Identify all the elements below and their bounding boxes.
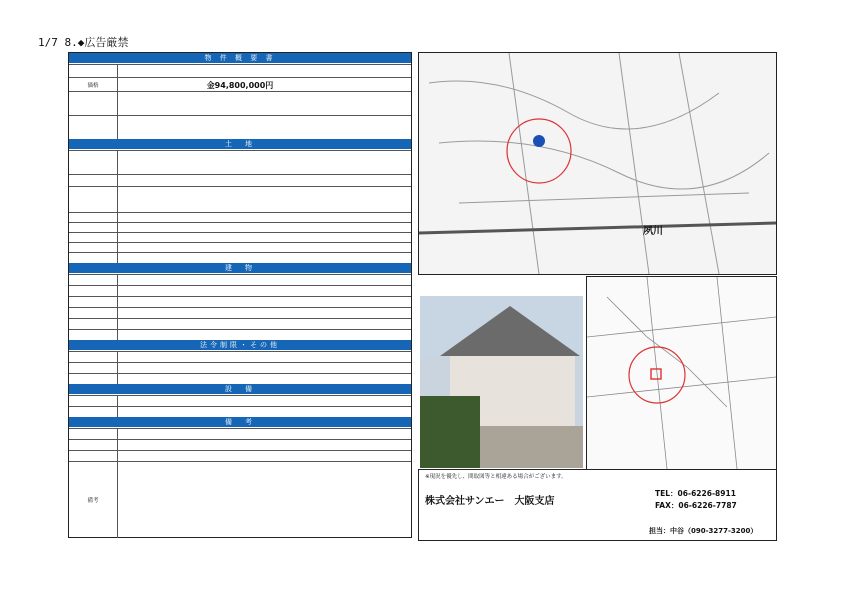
company-fax: FAX：06-6226-7787 — [655, 501, 737, 510]
company-footer — [418, 469, 777, 541]
price-value: 金94,800,000円 — [206, 80, 274, 90]
station-label: 夙川 — [643, 226, 663, 237]
building-section-bar: 建 物 — [69, 263, 411, 273]
traffic-label — [69, 116, 118, 140]
land-area-row — [69, 150, 411, 175]
traffic-row — [69, 115, 411, 140]
house-photo — [420, 296, 583, 468]
address-row — [69, 91, 411, 116]
price-label: 価格 — [69, 78, 118, 92]
remarks-notes-row — [69, 461, 411, 538]
law-section-bar: 法令制限・その他 — [69, 340, 411, 350]
summary-title-bar: 物 件 概 要 書 — [69, 53, 411, 63]
remarks-notes-label: 備考 — [69, 462, 118, 538]
page-number: 1/7 — [38, 36, 58, 49]
area-map — [418, 52, 777, 275]
contact-person: 担当：中谷（090-3277-3200） — [649, 527, 758, 535]
location-row — [69, 64, 411, 78]
property-summary-sheet — [68, 52, 412, 538]
ad-prohibited-notice: 8.◆広告厳禁 — [64, 36, 129, 49]
company-tel: TEL：06-6226-8911 — [655, 489, 736, 498]
site-map-graphic — [587, 277, 776, 469]
equipment-section-bar: 設 備 — [69, 384, 411, 394]
page-header — [38, 34, 128, 50]
road-label — [69, 187, 118, 213]
road-row — [69, 186, 411, 213]
land-area-label — [69, 151, 118, 175]
address-label — [69, 92, 118, 116]
site-map — [586, 276, 777, 470]
land-section-bar: 土 地 — [69, 139, 411, 149]
house-photo-graphic — [420, 296, 583, 468]
remarks-section-bar: 備 考 — [69, 417, 411, 427]
area-map-graphic — [419, 53, 776, 274]
footer-notice: ※現況を優先し、間取図等と相違ある場合がございます。 — [425, 474, 567, 480]
company-name: 株式会社サンエー 大阪支店 — [425, 496, 555, 507]
price-row — [69, 77, 411, 92]
